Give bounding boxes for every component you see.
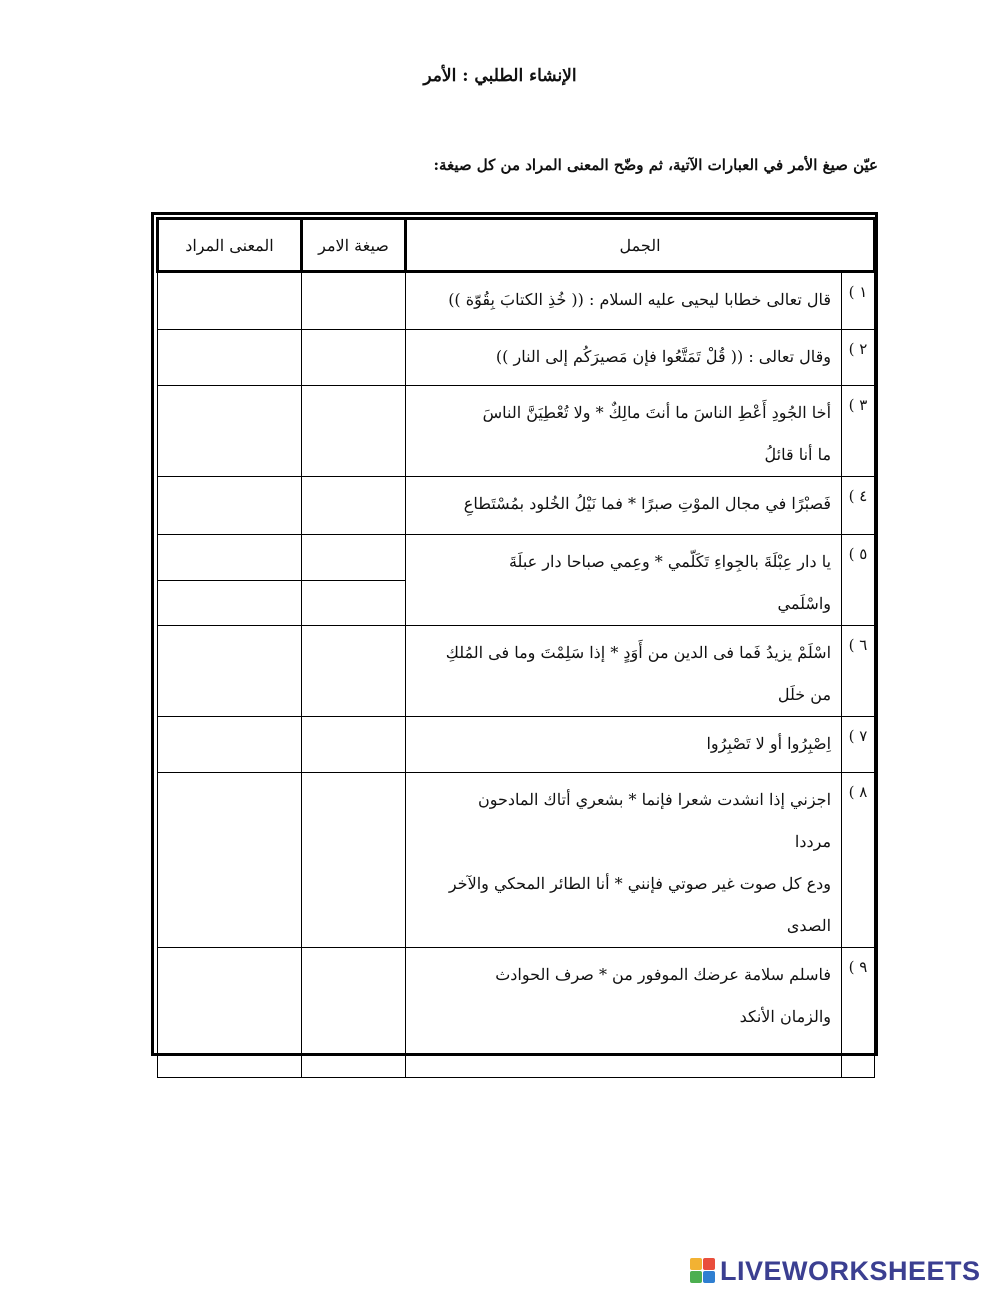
liveworksheets-logo [690,1253,981,1289]
intended-meaning-answer-cell[interactable] [158,626,302,717]
cell-divider [158,580,301,581]
sentence-line: اسْلَمْ يزيدُ فَما فى الدين من أَوَدٍ * إذا سَلِمْتَ وما فى المُلكِ [445,643,832,662]
row-number: ٣ ) [842,386,875,477]
intended-meaning-answer-cell[interactable] [158,773,302,948]
imperative-form-answer-cell[interactable] [302,477,406,535]
imperative-form-answer-cell[interactable] [302,535,406,626]
table-header-row [158,219,875,272]
table-row [158,626,875,717]
imperative-form-answer-cell[interactable] [302,330,406,386]
exercise-table-frame [151,212,878,1056]
header-intended-meaning: المعنى المراد [158,219,302,272]
table-row [158,535,875,626]
intended-meaning-answer-cell[interactable] [158,272,302,330]
sentence-line: أخا الجُودِ أَعْطِ الناسَ ما أنتَ مالِكٌ * ولا تُعْطِيَنَّ الناسَ [482,403,832,422]
table-row [158,386,875,477]
row-number: ٧ ) [842,717,875,773]
header-imperative-form: صيغة الامر [302,219,406,272]
sentence-line: ما أنا قائلُ [764,445,832,464]
exercise-table [156,217,876,1078]
row-number: ١ ) [842,272,875,330]
cell-divider [302,580,405,581]
sentence-cell [406,717,842,773]
intended-meaning-answer-cell[interactable] [158,535,302,626]
sentence-cell [406,477,842,535]
intended-meaning-answer-cell[interactable] [158,948,302,1078]
sentence-line: مرددا [794,832,832,851]
table-row [158,330,875,386]
sentence-line: اجزني إذا انشدت شعرا فإنما * بشعري أتاك المادحون [477,790,832,809]
table-row [158,477,875,535]
sentence-line: واسْلَمي [777,594,832,613]
row-number: ٨ ) [842,773,875,948]
imperative-form-answer-cell[interactable] [302,717,406,773]
table-row [158,773,875,948]
worksheet-title: الإنشاء الطلبي : الأمر [423,66,577,86]
table-row [158,272,875,330]
sentence-line: من خلَل [777,685,832,704]
sentence-line: فاسلم سلامة عرضك الموفور من * صرف الحوادث [495,965,832,984]
sentence-cell [406,773,842,948]
row-number: ٩ ) [842,948,875,1078]
logo-text: LIVEWORKSHEETS [720,1255,981,1286]
table-row [158,717,875,773]
sentence-cell [406,948,842,1078]
imperative-form-answer-cell[interactable] [302,626,406,717]
sentence-line: فَصبْرًا في مجال الموْتِ صبرًا * فما نَيْلُ الخُلود بمُسْتَطاعِ [463,494,832,513]
sentence-line: اِصْبِرُوا أو لا تَصْبِرُوا [706,734,832,753]
intended-meaning-answer-cell[interactable] [158,386,302,477]
sentence-cell [406,626,842,717]
intended-meaning-answer-cell[interactable] [158,477,302,535]
sentence-line: ودع كل صوت غير صوتي فإنني * أنا الطائر المحكي والآخر [448,874,832,893]
logo-squares-icon [690,1258,716,1284]
sentence-line: قال تعالى خطابا ليحيى عليه السلام : (( خُذِ الكتابَ بِقُوّة )) [448,290,832,309]
imperative-form-answer-cell[interactable] [302,773,406,948]
header-sentences: الجمل [406,219,875,272]
imperative-form-answer-cell[interactable] [302,948,406,1078]
row-number: ٥ ) [842,535,875,626]
intended-meaning-answer-cell[interactable] [158,330,302,386]
intended-meaning-answer-cell[interactable] [158,717,302,773]
sentence-line: والزمان الأنكد [739,1007,832,1026]
imperative-form-answer-cell[interactable] [302,272,406,330]
sentence-line: يا دار عِبْلَةَ بالجِواءِ تَكَلّمي * وعِمي صباحا دار عبلَةَ [508,552,832,571]
instructions: عيّن صيغ الأمر في العبارات الآتية، ثم وضّح المعنى المراد من كل صيغة: [433,156,878,174]
sentence-cell [406,330,842,386]
sentence-cell [406,386,842,477]
sentence-cell [406,272,842,330]
imperative-form-answer-cell[interactable] [302,386,406,477]
row-number: ٦ ) [842,626,875,717]
sentence-cell [406,535,842,626]
sentence-line: وقال تعالى : (( قُلْ تَمَتَّعُوا فإن مَصيرَكُم إلى النار )) [495,347,832,366]
sentence-line: الصدى [786,916,832,935]
row-number: ٤ ) [842,477,875,535]
table-row [158,948,875,1078]
row-number: ٢ ) [842,330,875,386]
